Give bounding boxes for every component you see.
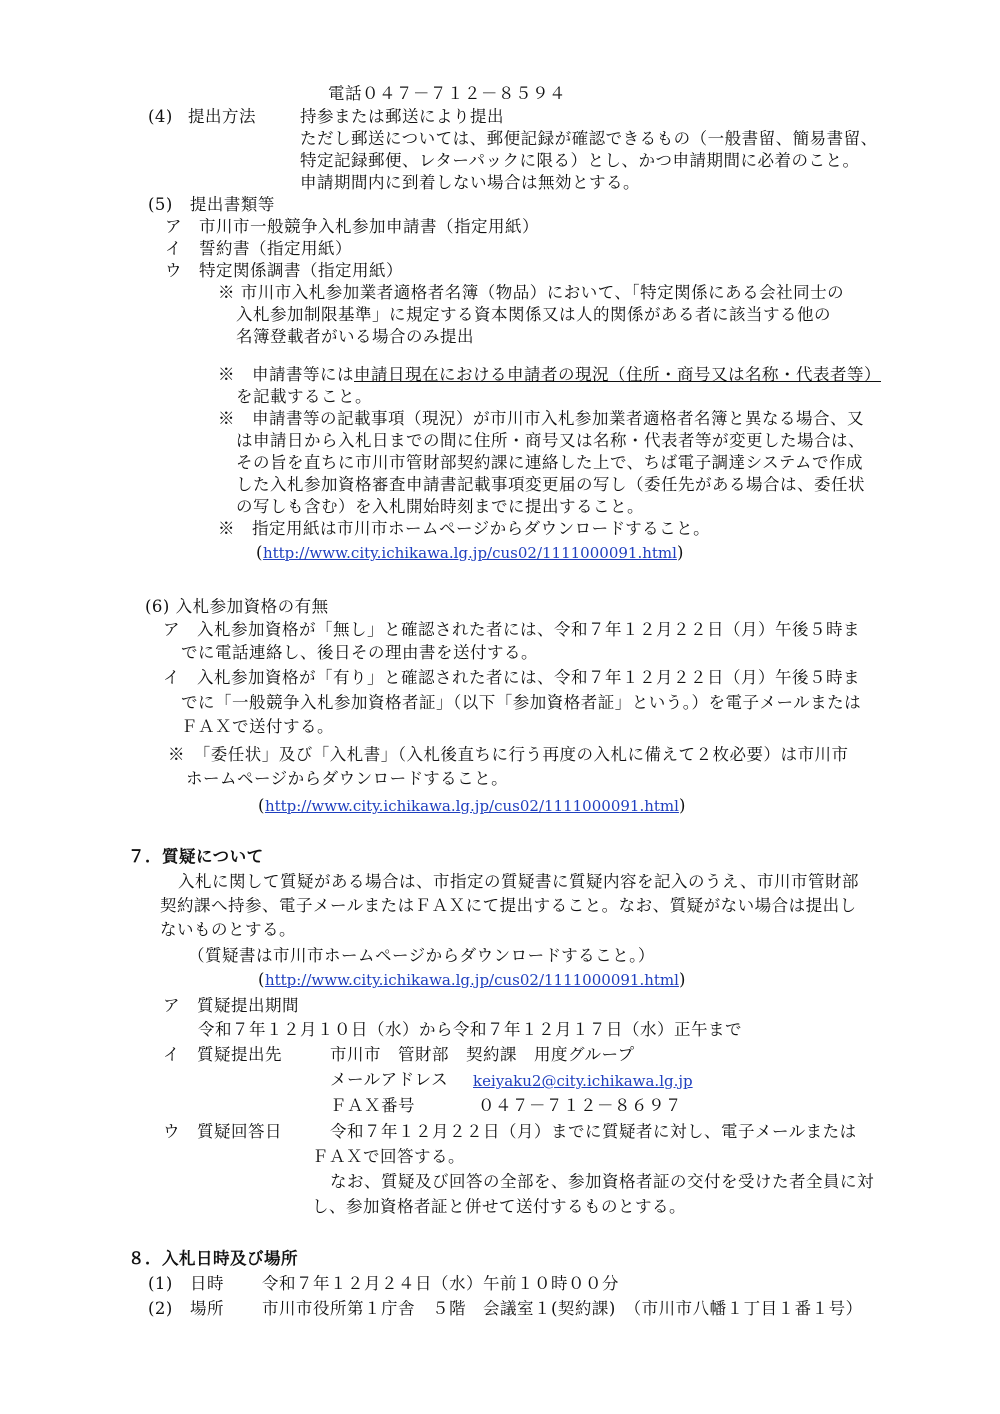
download-link[interactable]: http://www.city.ichikawa.lg.jp/cus02/1111000091.html (264, 971, 679, 989)
section-6-heading: (6) 入札参加資格の有無 (145, 597, 329, 616)
section-4-label: 提出方法 (188, 107, 256, 126)
qualification-line: ア 入札参加資格が「無し」と確認された者には、令和７年１２月２２日（月）午後５時ま (163, 620, 860, 639)
note-line: ※ 「委任状」及び「入札書」（入札後直ちに行う再度の入札に備えて２枚必要）は市川市 (168, 745, 849, 764)
answer-line: ＦＡＸで回答する。 (312, 1147, 465, 1166)
question-destination-value: 市川市 管財部 契約課 用度グループ (330, 1045, 635, 1064)
qualification-line: でに「一般競争入札参加資格者証」（以下「参加資格者証」という。）を電子メールまたは (181, 693, 862, 712)
url-line: (http://www.city.ichikawa.lg.jp/cus02/1111000091.html) (256, 543, 684, 562)
answer-line: し、参加資格者証と併せて送付するものとする。 (312, 1197, 686, 1216)
email-value (473, 1070, 693, 1092)
qualification-line: イ 入札参加資格が「有り」と確認された者には、令和７年１２月２２日（月）午後５時ま (163, 668, 860, 687)
note-line: を記載すること。 (236, 387, 372, 406)
section-4-number: (4) (148, 107, 173, 126)
section-4-line: 持参または郵送により提出 (300, 107, 504, 126)
note-line: した入札参加資格審査申請書記載事項変更届の写し（委任先がある場合は、委任状 (236, 475, 865, 494)
date-label: 日時 (190, 1274, 224, 1293)
email-label: メールアドレス (330, 1070, 449, 1089)
note-line: （質疑書は市川市ホームページからダウンロードすること。） (188, 946, 655, 965)
section-7-heading: ７．質疑について (128, 847, 264, 866)
note-line: その旨を直ちに市川市管財部契約課に連絡した上で、ちば電子調達システムで作成 (236, 453, 864, 472)
email-link[interactable]: keiyaku2@city.ichikawa.lg.jp (473, 1072, 693, 1090)
note-line: の写しも含む）を入札開始時刻までに提出すること。 (236, 497, 644, 516)
answer-line: 令和７年１２月２２日（月）までに質疑者に対し、電子メールまたは (330, 1122, 857, 1141)
document-item: イ 誓約書（指定用紙） (165, 239, 352, 258)
document-item: ア 市川市一般競争入札参加申請書（指定用紙） (165, 217, 539, 236)
note-line: ※ 市川市入札参加業者適格者名簿（物品）において、「特定関係にある会社同士の (218, 283, 845, 302)
note-line: ホームページからダウンロードすること。 (186, 769, 509, 788)
url-line: (http://www.city.ichikawa.lg.jp/cus02/1111000091.html) (258, 970, 686, 989)
question-period-value: 令和７年１２月１０日（水）から令和７年１２月１７日（水）正午まで (198, 1020, 742, 1039)
note-line: 入札参加制限基準」に規定する資本関係又は人的関係がある者に該当する他の (236, 305, 831, 324)
note-line (218, 364, 881, 386)
note-line: 名簿登載者がいる場合のみ提出 (236, 327, 474, 346)
section-4-line: 特定記録郵便、レターパックに限る）とし、かつ申請期間に必着のこと。 (300, 151, 860, 170)
note-prefix: ※ 申請書等には (218, 365, 354, 384)
url-line: (http://www.city.ichikawa.lg.jp/cus02/1111000091.html) (258, 796, 686, 815)
date-value: 令和７年１２月２４日（水）午前１０時００分 (262, 1274, 619, 1293)
paragraph-line: 契約課へ持参、電子メールまたはＦＡＸにて提出すること。なお、質疑がない場合は提出し (160, 896, 857, 915)
question-destination-label: イ 質疑提出先 (163, 1045, 282, 1064)
qualification-line: ＦＡＸで送付する。 (181, 717, 334, 736)
section-4-line: 申請期間内に到着しない場合は無効とする。 (300, 173, 640, 192)
download-link[interactable]: http://www.city.ichikawa.lg.jp/cus02/1111000091.html (264, 797, 679, 815)
underlined-requirement: 申請日現在における申請者の現況（住所・商号又は名称・代表者等） (354, 365, 881, 384)
answer-date-label: ウ 質疑回答日 (163, 1122, 282, 1141)
paragraph-line: 入札に関して質疑がある場合は、市指定の質疑書に質疑内容を記入のうえ、市川市管財部 (178, 872, 859, 891)
answer-line: なお、質疑及び回答の全部を、参加資格者証の交付を受けた者全員に対 (330, 1172, 874, 1191)
contact-phone: 電話０４７－７１２－８５９４ (328, 84, 566, 103)
section-4-line: ただし郵送については、郵便記録が確認できるもの（一般書留、簡易書留、 (300, 129, 878, 148)
note-line: は申請日から入札日までの間に住所・商号又は名称・代表者等が変更した場合は、 (236, 431, 865, 450)
fax-label: ＦＡＸ番号 (330, 1096, 415, 1115)
download-link[interactable]: http://www.city.ichikawa.lg.jp/cus02/1111000091.html (262, 544, 677, 562)
question-period-label: ア 質疑提出期間 (163, 996, 299, 1015)
note-line: ※ 申請書等の記載事項（現況）が市川市入札参加業者適格者名簿と異なる場合、又 (218, 409, 864, 428)
paragraph-line: ないものとする。 (160, 920, 296, 939)
note-line: ※ 指定用紙は市川市ホームページからダウンロードすること。 (218, 519, 711, 538)
section-8-heading: ８．入札日時及び場所 (128, 1249, 298, 1268)
place-label: 場所 (190, 1299, 224, 1318)
section-5-heading: (5) 提出書類等 (148, 195, 275, 214)
place-value: 市川市役所第１庁舎 ５階 会議室１(契約課) （市川市八幡１丁目１番１号） (262, 1299, 863, 1318)
document-item: ウ 特定関係調書（指定用紙） (165, 261, 403, 280)
item-number: (1) (148, 1274, 173, 1293)
fax-value: ０４７－７１２－８６９７ (478, 1096, 682, 1115)
item-number: (2) (148, 1299, 173, 1318)
qualification-line: でに電話連絡し、後日その理由書を送付する。 (181, 643, 538, 662)
